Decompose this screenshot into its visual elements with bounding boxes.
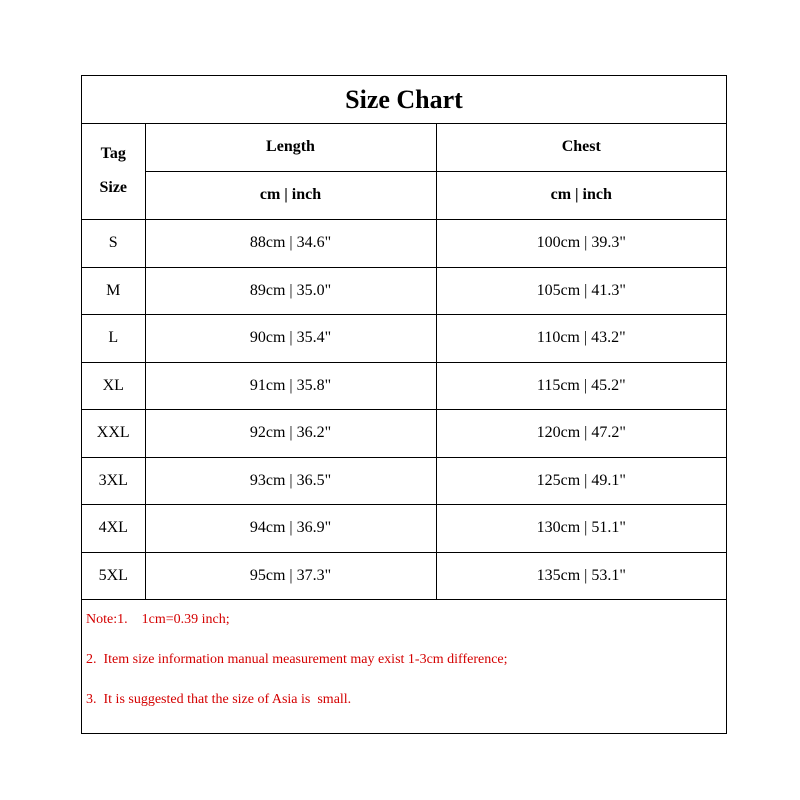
length-cell: 94cm | 36.9" (145, 504, 436, 552)
chest-cell: 135cm | 53.1" (436, 552, 726, 599)
size-cell: M (82, 267, 145, 314)
table-row (82, 552, 726, 599)
length-cell: 95cm | 37.3" (145, 552, 436, 599)
table-row (82, 504, 726, 552)
chest-header: Chest (436, 124, 726, 171)
notes-section (82, 600, 726, 720)
length-cell: 88cm | 34.6" (145, 219, 436, 267)
table-row (82, 362, 726, 409)
chest-cell: 130cm | 51.1" (436, 504, 726, 552)
length-header: Length (145, 124, 436, 171)
table-row (82, 267, 726, 314)
size-cell: XL (82, 362, 145, 409)
size-cell: 4XL (82, 504, 145, 552)
size-table (82, 124, 726, 600)
table-row (82, 409, 726, 457)
table-row (82, 219, 726, 267)
size-cell: S (82, 219, 145, 267)
chest-cell: 125cm | 49.1" (436, 457, 726, 504)
tag-size-header (82, 124, 145, 219)
chest-cell: 100cm | 39.3" (436, 219, 726, 267)
length-cell: 89cm | 35.0" (145, 267, 436, 314)
chest-cell: 115cm | 45.2" (436, 362, 726, 409)
length-cell: 93cm | 36.5" (145, 457, 436, 504)
length-cell: 91cm | 35.8" (145, 362, 436, 409)
header-row (82, 124, 726, 171)
chest-units: cm | inch (436, 171, 726, 219)
units-row (82, 171, 726, 219)
size-label: Size (99, 179, 128, 197)
chart-title: Size Chart (82, 76, 726, 124)
length-cell: 90cm | 35.4" (145, 314, 436, 362)
chest-cell: 110cm | 43.2" (436, 314, 726, 362)
table-row (82, 457, 726, 504)
tag-label: Tag (100, 145, 126, 163)
size-cell: 5XL (82, 552, 145, 599)
length-units: cm | inch (145, 171, 436, 219)
table-row (82, 314, 726, 362)
size-cell: 3XL (82, 457, 145, 504)
chest-cell: 105cm | 41.3" (436, 267, 726, 314)
note-line-2: 2. Item size information manual measurement may exist 1-3cm difference; (86, 651, 508, 667)
size-cell: XXL (82, 409, 145, 457)
size-cell: L (82, 314, 145, 362)
length-cell: 92cm | 36.2" (145, 409, 436, 457)
note-line-3: 3. It is suggested that the size of Asia is small. (86, 691, 352, 707)
size-chart-frame (81, 75, 727, 734)
note-line-1: Note:1. 1cm=0.39 inch; (86, 611, 230, 627)
chest-cell: 120cm | 47.2" (436, 409, 726, 457)
